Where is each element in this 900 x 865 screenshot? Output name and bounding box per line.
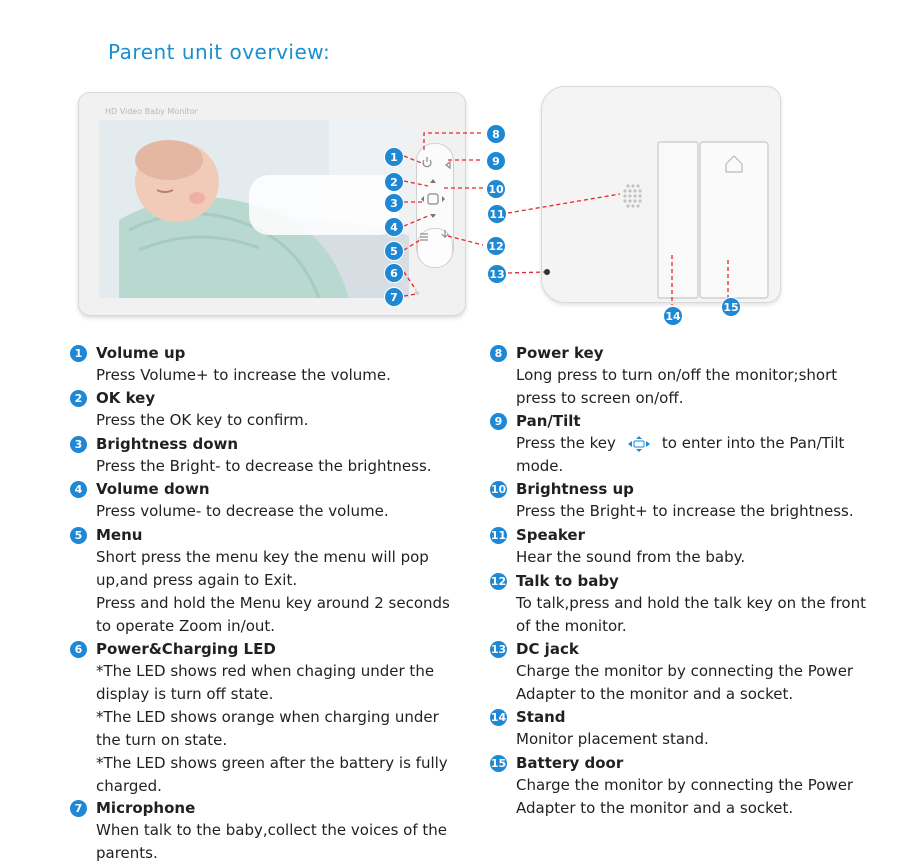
callout-6: 6 [384, 263, 404, 283]
callout-9: 9 [486, 151, 506, 171]
callout-12: 12 [486, 236, 506, 256]
feature-desc-line: Adapter to the monitor and a socket. [516, 799, 794, 817]
feature-desc-line: mode. [516, 457, 564, 475]
feature-desc-line: charged. [96, 777, 162, 795]
feature-desc-line: press to screen on/off. [516, 389, 684, 407]
number-badge: 1 [70, 345, 87, 362]
callout-7: 7 [384, 287, 404, 307]
feature-label: Power&Charging LED [96, 640, 276, 658]
number-badge: 3 [70, 436, 87, 453]
feature-item-13 [0, 638, 900, 706]
feature-desc-line: Press the OK key to confirm. [96, 411, 309, 429]
number-badge: 11 [490, 528, 507, 542]
feature-desc-line: *The LED shows orange when charging under [96, 708, 439, 726]
feature-item-11 [0, 524, 900, 569]
sleeping-baby-illustration [99, 120, 409, 298]
callout-13: 13 [487, 264, 507, 284]
feature-desc-line: To talk,press and hold the talk key on the front [516, 594, 866, 612]
feature-label: Volume up [96, 344, 186, 362]
callout-2: 2 [384, 172, 404, 192]
feature-desc-line: display is turn off state. [96, 685, 274, 703]
feature-heading [0, 478, 900, 500]
feature-item-8 [0, 342, 900, 410]
feature-desc-line: Press the Bright+ to increase the brightness. [516, 502, 854, 520]
device-brand-text: HD Video Baby Monitor [105, 107, 198, 116]
feature-desc-line: Press the Bright- to decrease the brightness. [96, 457, 432, 475]
feature-item-10 [0, 478, 900, 523]
callout-8: 8 [486, 124, 506, 144]
feature-desc-line: Short press the menu key the menu will pop [96, 548, 429, 566]
feature-item-12 [0, 570, 900, 638]
feature-desc-line: When talk to the baby,collect the voices of the [96, 821, 448, 839]
feature-desc-line: up,and press again to Exit. [96, 571, 298, 589]
feature-heading [0, 752, 900, 774]
feature-desc-line: of the monitor. [516, 617, 627, 635]
callout-10: 10 [486, 179, 506, 199]
number-badge: 4 [70, 481, 87, 498]
feature-heading [0, 706, 900, 728]
feature-label: Stand [516, 708, 566, 726]
feature-heading [0, 638, 900, 660]
feature-desc-line: Hear the sound from the baby. [516, 548, 746, 566]
number-badge: 5 [70, 527, 87, 544]
number-badge: 13 [490, 642, 507, 656]
desc-pre-text: Press the key [516, 434, 616, 452]
number-badge: 15 [490, 756, 507, 770]
feature-label: Battery door [516, 754, 624, 772]
number-badge: 2 [70, 390, 87, 407]
feature-label: Microphone [96, 799, 196, 817]
feature-item-9 [0, 410, 900, 478]
number-badge: 7 [70, 800, 87, 817]
feature-desc-line: Adapter to the monitor and a socket. [516, 685, 794, 703]
feature-label: Brightness up [516, 480, 634, 498]
feature-desc-line [516, 432, 900, 455]
feature-label: OK key [96, 389, 156, 407]
page-title: Parent unit overview: [108, 40, 331, 64]
feature-desc-line: Press and hold the Menu key around 2 seconds [96, 594, 450, 612]
parent-unit-front [78, 92, 466, 316]
talk-keypad [417, 228, 453, 268]
feature-item-15 [0, 752, 900, 820]
feature-heading [0, 570, 900, 592]
feature-label: Brightness down [96, 435, 239, 453]
feature-label: Speaker [516, 526, 585, 544]
feature-heading [0, 410, 900, 432]
callout-15: 15 [721, 297, 741, 317]
callout-4: 4 [384, 217, 404, 237]
feature-desc-line: Charge the monitor by connecting the Power [516, 662, 854, 680]
number-badge: 9 [490, 413, 507, 430]
number-badge: 14 [490, 710, 507, 724]
feature-desc-line: parents. [96, 844, 158, 862]
number-badge: 12 [490, 574, 507, 588]
number-badge: 8 [490, 345, 507, 362]
feature-label: Talk to baby [516, 572, 619, 590]
feature-desc-line: *The LED shows red when chaging under the [96, 662, 435, 680]
callout-5: 5 [384, 241, 404, 261]
feature-desc-line: *The LED shows green after the battery is fully [96, 754, 448, 772]
parent-unit-back [541, 86, 781, 303]
number-badge: 10 [490, 482, 507, 496]
feature-label: DC jack [516, 640, 579, 658]
feature-label: Menu [96, 526, 143, 544]
feature-desc-line: Charge the monitor by connecting the Power [516, 776, 854, 794]
feature-desc-line: Press Volume+ to increase the volume. [96, 366, 391, 384]
pan-tilt-arrows-icon [626, 435, 652, 453]
callout-14: 14 [663, 306, 683, 326]
feature-label: Volume down [96, 480, 210, 498]
monitor-screen-baby-image [99, 120, 409, 298]
feature-desc-line: the turn on state. [96, 731, 228, 749]
callout-1: 1 [384, 147, 404, 167]
feature-heading [0, 342, 900, 364]
feature-label: Power key [516, 344, 604, 362]
callout-11: 11 [487, 204, 507, 224]
feature-item-14 [0, 706, 900, 751]
feature-label: Pan/Tilt [516, 412, 581, 430]
feature-desc-line: Long press to turn on/off the monitor;short [516, 366, 838, 384]
feature-desc-line: to operate Zoom in/out. [96, 617, 276, 635]
feature-desc-line: Press volume- to decrease the volume. [96, 502, 389, 520]
number-badge: 6 [70, 641, 87, 658]
feature-heading [0, 524, 900, 546]
feature-desc-line: Monitor placement stand. [516, 730, 709, 748]
callout-3: 3 [384, 193, 404, 213]
desc-post-text: to enter into the Pan/Tilt [661, 434, 845, 452]
